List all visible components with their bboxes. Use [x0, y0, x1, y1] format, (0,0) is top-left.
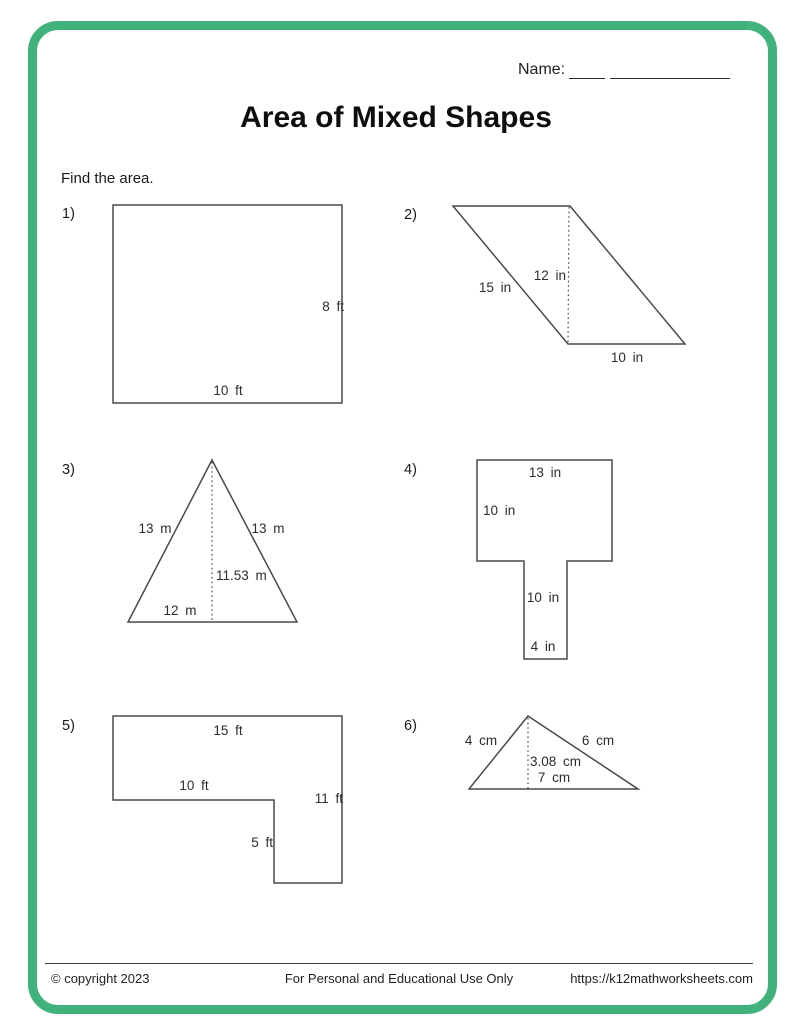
- problem-6-triangle: [465, 716, 638, 789]
- dimension-label: 10 in: [526, 590, 560, 605]
- copyright-text: © copyright 2023: [51, 971, 150, 986]
- website-link[interactable]: https://k12mathworksheets.com: [570, 971, 753, 986]
- dimension-label: 8 ft: [322, 299, 344, 314]
- problem-3-triangle: [128, 460, 297, 622]
- dimension-label: 13 in: [528, 465, 562, 480]
- problem-4-t-shape: [477, 460, 612, 659]
- dimension-label: 12 m: [163, 603, 197, 618]
- dimension-label: 6 cm: [581, 733, 615, 748]
- shape-outline: [477, 460, 612, 659]
- dimension-label: 11 ft: [314, 791, 343, 806]
- dimension-label: 15 ft: [213, 723, 243, 738]
- dimension-label: 7 cm: [537, 770, 571, 785]
- problem-number-6: 6): [404, 718, 417, 734]
- usage-text: For Personal and Educational Use Only: [284, 971, 514, 986]
- footer-divider: [45, 963, 753, 964]
- dimension-label: 4 in: [530, 639, 556, 654]
- name-label: Name:: [518, 61, 566, 78]
- problem-number-3: 3): [62, 462, 75, 478]
- shape-outline: [113, 205, 342, 403]
- problem-number-5: 5): [62, 718, 75, 734]
- dimension-label: 5 ft: [251, 835, 273, 850]
- problem-2-parallelogram: [453, 206, 685, 365]
- shape-outline: [113, 716, 342, 883]
- dimension-label: 11.53 m: [216, 568, 267, 583]
- dimension-label: 15 in: [478, 280, 512, 295]
- problem-number-2: 2): [404, 207, 417, 223]
- page-title: Area of Mixed Shapes: [240, 101, 552, 134]
- instruction-text: Find the area.: [61, 170, 154, 187]
- problem-number-4: 4): [404, 462, 417, 478]
- dimension-label: 10 ft: [213, 383, 243, 398]
- problem-1-rectangle: [113, 205, 344, 403]
- dimension-label: 10 in: [610, 350, 644, 365]
- problem-number-1: 1): [62, 206, 75, 222]
- dimension-label: 3.08 cm: [530, 754, 582, 769]
- problem-5-l-shape: [113, 716, 343, 883]
- dimension-label: 4 cm: [464, 733, 498, 748]
- dimension-label: 13 m: [251, 521, 285, 536]
- dimension-label: 13 m: [138, 521, 172, 536]
- dimension-label: 12 in: [533, 268, 566, 283]
- footer: [45, 971, 753, 986]
- dimension-label: 10 in: [483, 503, 516, 518]
- dimension-label: 10 ft: [179, 778, 209, 793]
